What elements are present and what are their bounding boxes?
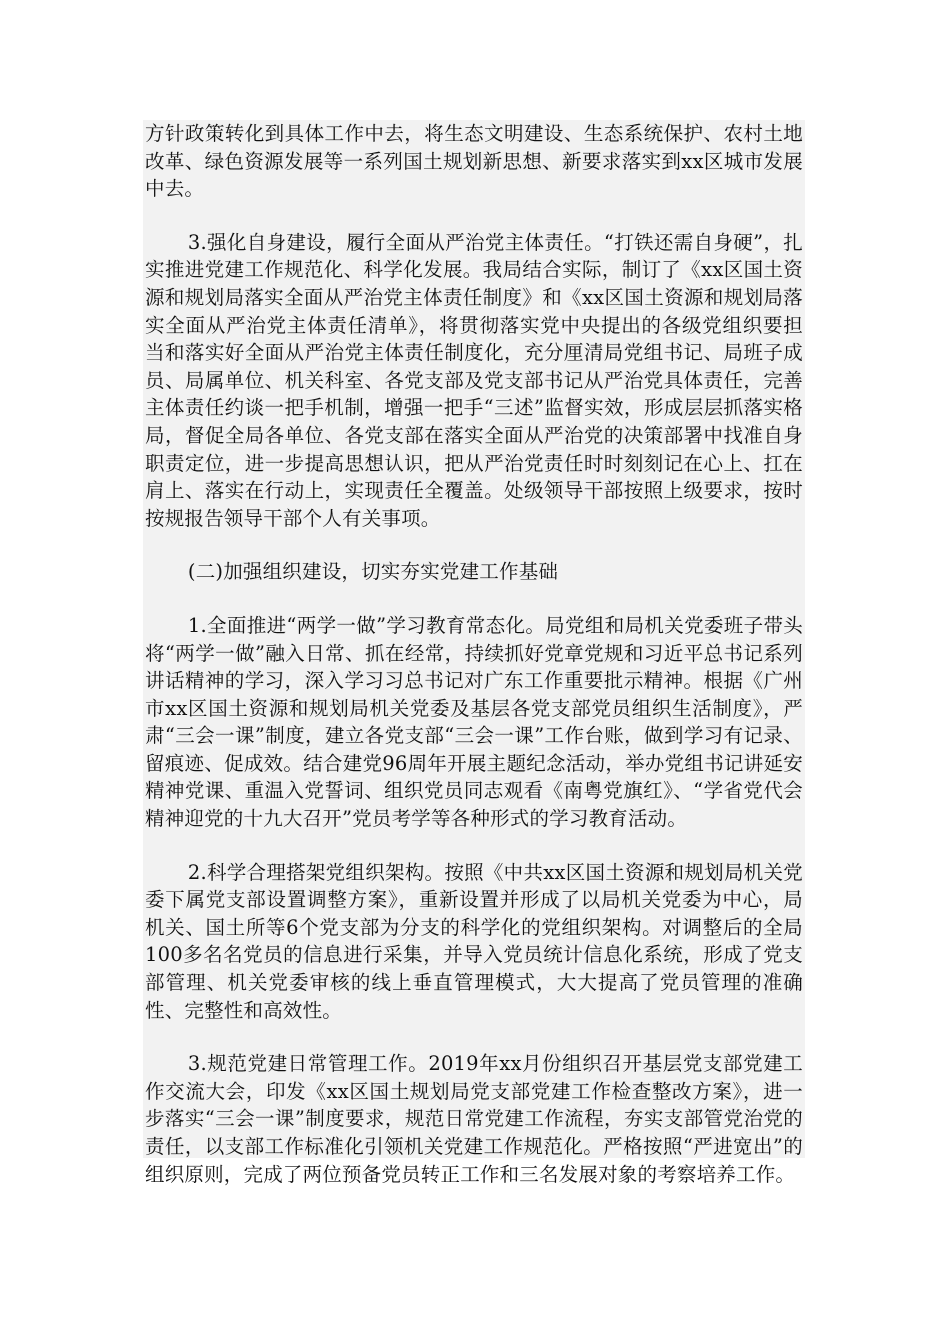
paragraph-two-studies: 1.全面推进“两学一做”学习教育常态化。局党组和局机关党委班子带头将“两学一做”融入日常、抓在经常，持续抓好党章党规和习近平总书记系列讲话精神的学习，深入学习习总书记对广东工作重要批示精神。根据《广州市xx区国土资源和规划局机关党委及基层各党支部党员组织生活制度》，严肃“三会一课”制度，建立各党支部“三会一课”工作台账，做到学习有记录、留痕迹、促成效。结合建党96周年开展主题纪念活动，举办党组书记讲延安精神党课、重温入党誓词、组织党员同志观看《南粤党旗红》、“学省党代会精神迎党的十九大召开”党员考学等各种形式的学习教育活动。	[145, 613, 803, 831]
paragraph-self-construction: 3.强化自身建设，履行全面从严治党主体责任。“打铁还需自身硬”，扎实推进党建工作规范化、科学化发展。我局结合实际，制订了《xx区国土资源和规划局落实全面从严治党主体责任制度》和《xx区国土资源和规划局落实全面从严治党主体责任清单》，将贯彻落实党中央提出的各级党组织要担当和落实好全面从严治党主体责任制度化，充分厘清局党组书记、局班子成员、局属单位、机关科室、各党支部及党支部书记从严治党具体责任，完善主体责任约谈一把手机制，增强一把手“三述”监督实效，形成层层抓落实格局，督促全局各单位、各党支部在落实全面从严治党的决策部署中找准自身职责定位，进一步提高思想认识，把从严治党责任时时刻刻记在心上、扛在肩上、落实在行动上，实现责任全覆盖。处级领导干部按照上级要求，按时按规报告领导干部个人有关事项。	[145, 230, 803, 530]
paragraph-daily-management: 3.规范党建日常管理工作。2019年xx月份组织召开基层党支部党建工作交流大会，印发《xx区国土规划局党支部党建工作检查整改方案》，进一步落实“三会一课”制度要求，规范日常党建工作流程，夯实支部管党治党的责任，以支部工作标准化引领机关党建工作规范化。严格按照“严进宽出”的组织原则，完成了两位预备党员转正工作和三名发展对象的考察培养工作。	[145, 1052, 803, 1186]
document-body	[143, 120, 805, 1186]
paragraph-party-structure: 2.科学合理搭架党组织架构。按照《中共xx区国土资源和规划局机关党委下属党支部设置调整方案》，重新设置并形成了以局机关党委为中心，局机关、国土所等6个党支部为分支的科学化的党组织架构。对调整后的全局100多名名党员的信息进行采集，并导入党员统计信息化系统，形成了党支部管理、机关党委审核的线上垂直管理模式，大大提高了党员管理的准确性、完整性和高效性。	[145, 860, 803, 1022]
section-heading-organization: (二)加强组织建设，切实夯实党建工作基础	[187, 560, 559, 584]
paragraph-continuation: 方针政策转化到具体工作中去，将生态文明建设、生态系统保护、农村土地改革、绿色资源发展等一系列国土规划新思想、新要求落实到xx区城市发展中去。	[145, 122, 803, 201]
